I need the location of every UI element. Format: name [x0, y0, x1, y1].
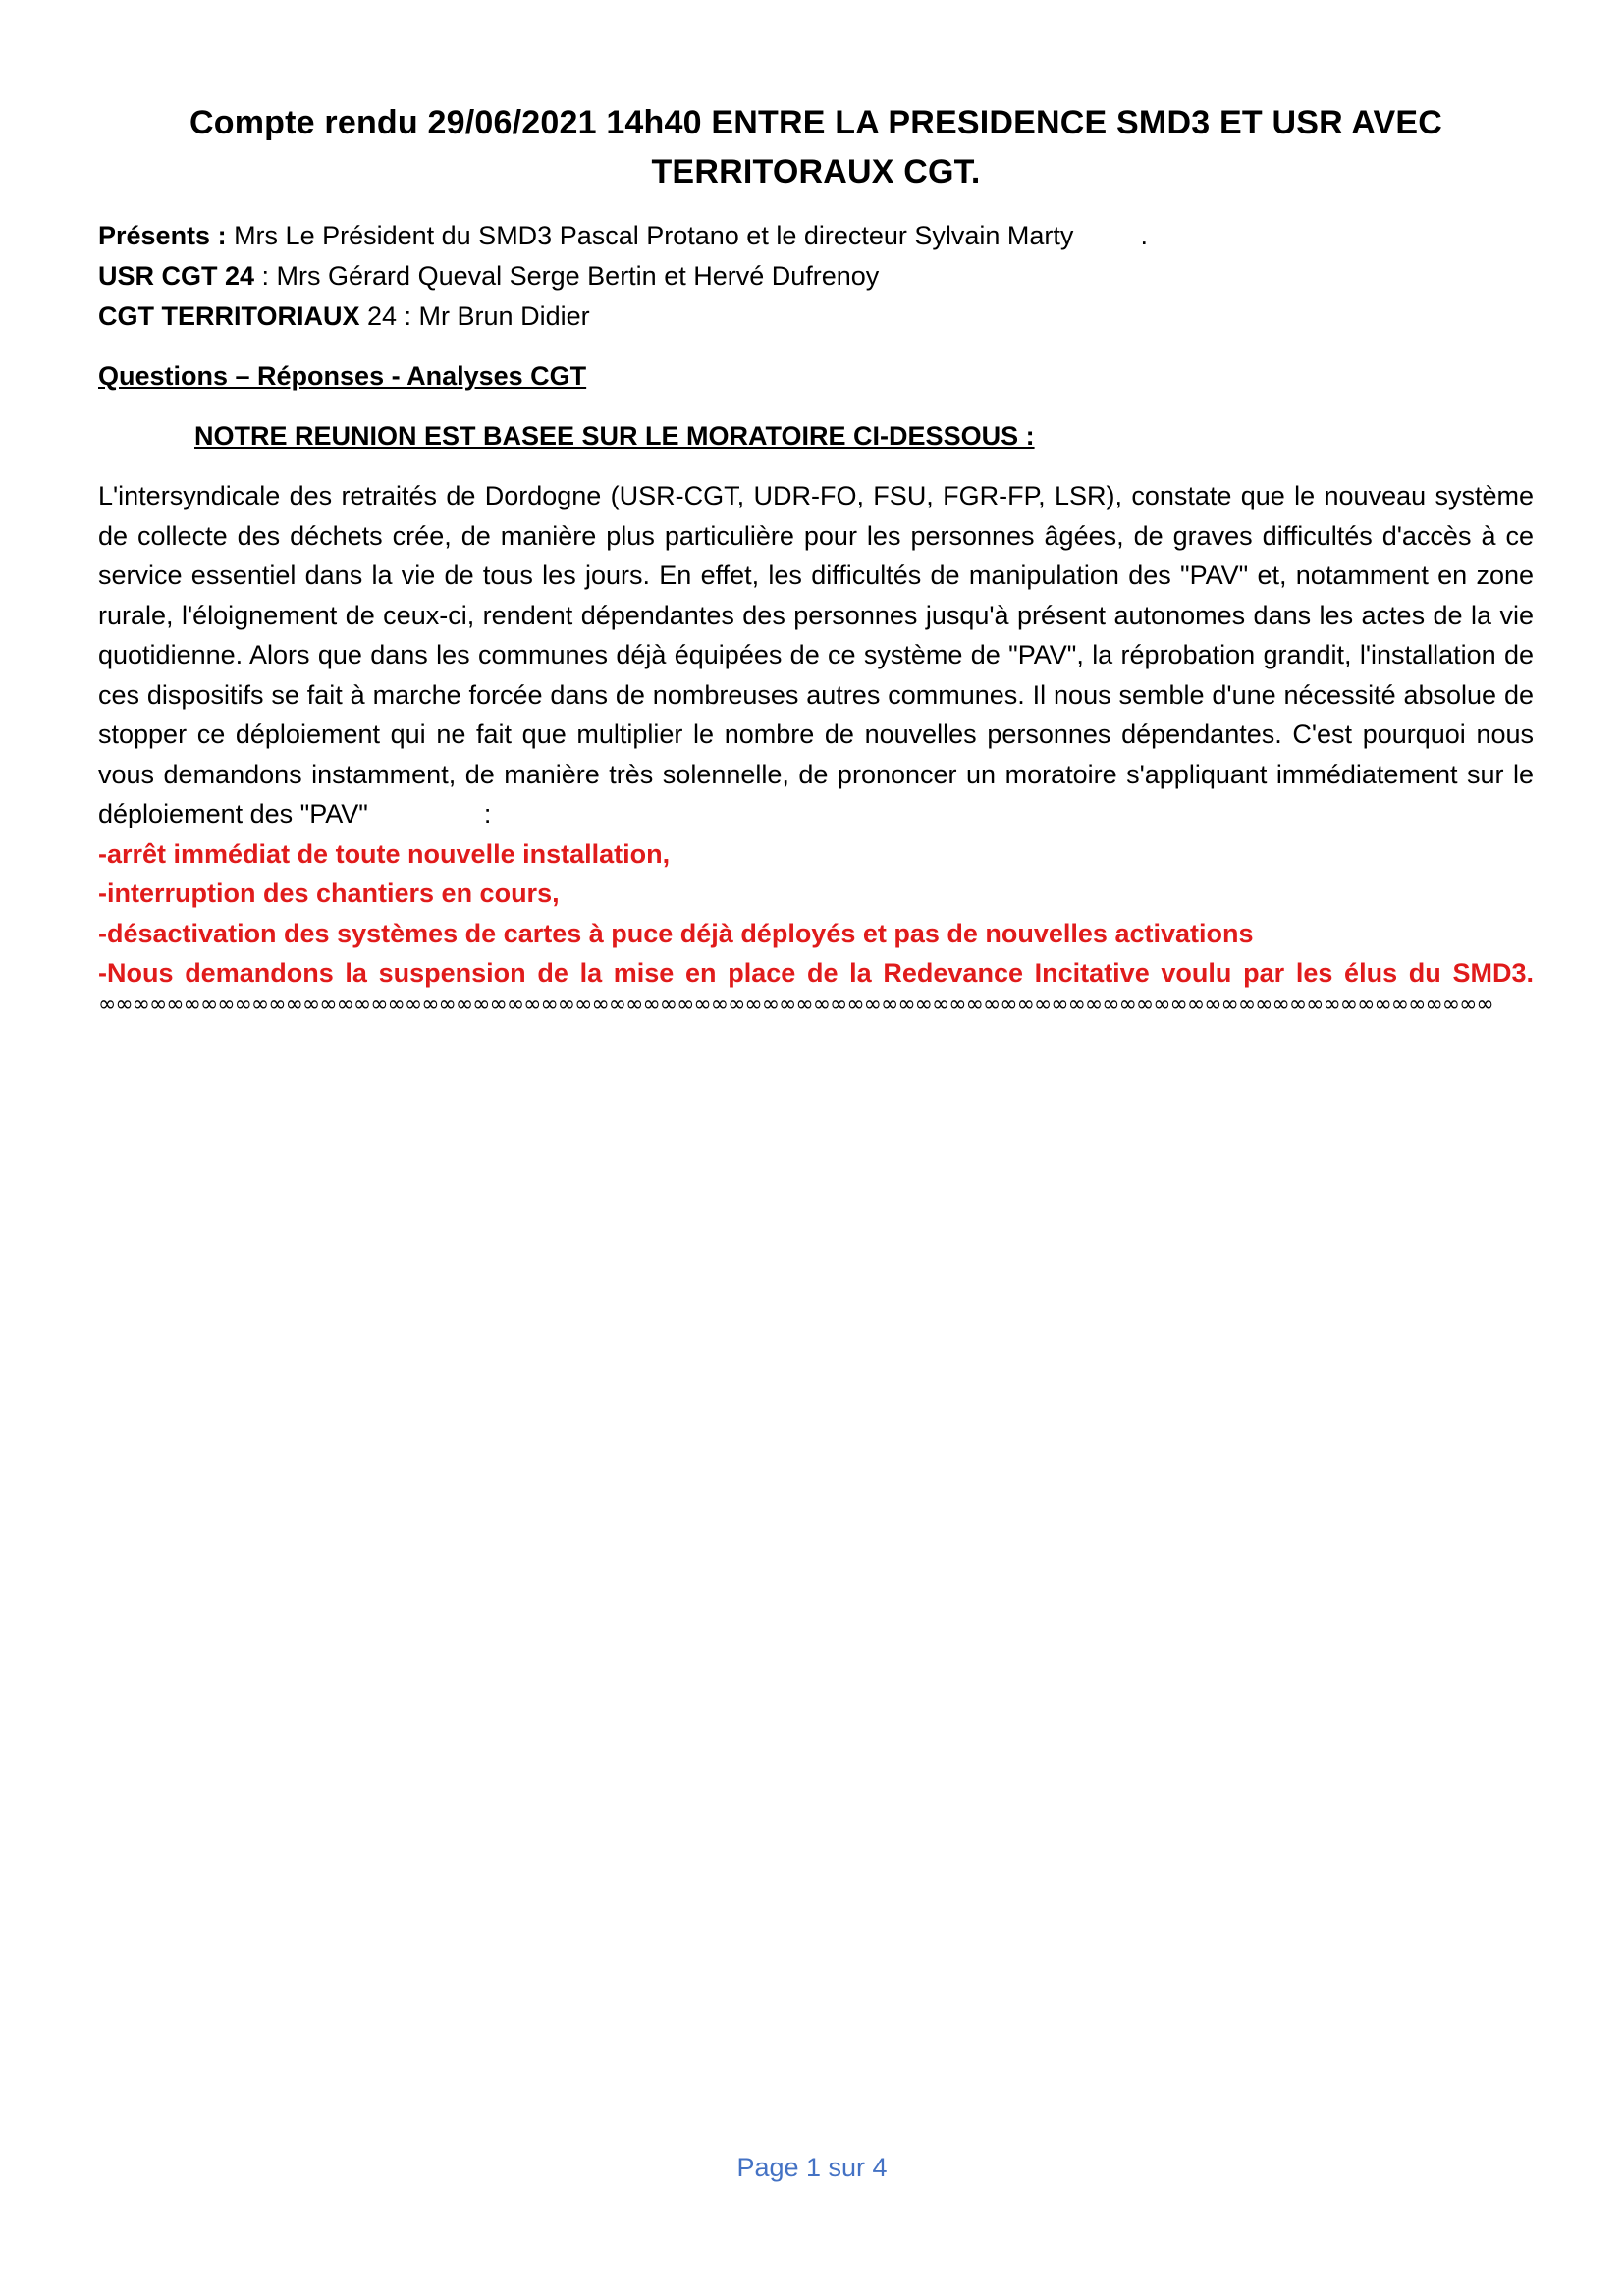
moratoire-last-colon: :	[483, 799, 492, 828]
document-title	[98, 98, 1534, 196]
attendee-label-presents: Présents :	[98, 221, 227, 250]
attendee-text-presents: Mrs Le Président du SMD3 Pascal Protano et le directeur Sylvain Marty	[226, 221, 1074, 250]
attendee-text-territoriaux: 24 : Mr Brun Didier	[359, 301, 590, 331]
moratoire-last-line-text: moratoire s'appliquant immédiatement sur le déploiement des "PAV"	[98, 759, 1534, 828]
demand-item: -arrêt immédiat de toute nouvelle installation,	[98, 838, 671, 869]
demand-item: -interruption des chantiers en cours,	[98, 879, 560, 908]
attendees-block	[98, 216, 1534, 337]
moratoire-paragraph-text: L'intersyndicale des retraités de Dordogne (USR-CGT, UDR-FO, FSU, FGR-FP, LSR), constate que le nouveau système de collecte des déchets crée, de manière plus particulière pour les personnes âgées, de graves difficultés d'accès à ce service essentiel dans la vie de tous les jours. En effet, les difficultés de manipulation des "PAV" et, notamment en zone rurale, l'éloignement de ceux-ci, rendent dépendantes des personnes jusqu'à présent autonomes dans les actes de la vie quotidienne. Alors que dans les communes déjà équipées de ce système de "PAV", la réprobation grandit, l'installation de ces dispositifs se fait à marche forcée dans de nombreuses autres communes. Il nous semble d'une nécessité absolue de stopper ce déploiement qui ne fait que multiplier le nombre de nouvelles personnes dépendantes. C'est pourquoi nous vous demandons instamment, de manière très solennelle, de prononcer un	[98, 481, 1534, 789]
demand-item: -désactivation des systèmes de cartes à puce déjà déployés et pas de nouvelles activations	[98, 918, 1254, 948]
attendee-label-territoriaux: CGT TERRITORIAUX	[98, 301, 360, 331]
moratoire-subheading-text: NOTRE REUNION EST BASEE SUR LE MORATOIRE CI-DESSOUS :	[194, 421, 1035, 451]
infinity-separator: ∞∞∞∞∞∞∞∞∞∞∞∞∞∞∞∞∞∞∞∞∞∞∞∞∞∞∞∞∞∞∞∞∞∞∞∞∞∞∞∞∞∞∞∞∞∞∞∞∞∞∞∞∞∞∞∞∞∞∞∞∞∞∞∞∞∞∞∞∞∞∞∞∞∞∞∞∞∞∞∞∞∞	[98, 992, 1493, 1017]
attendee-label-usr: USR CGT 24	[98, 261, 255, 291]
attendee-line-usr	[98, 256, 1534, 296]
title-line-1: Compte rendu 29/06/2021 14h40 ENTRE LA PRESIDENCE SMD3 ET USR AVEC	[189, 104, 1442, 141]
attendee-trailing-dot: .	[1140, 221, 1148, 250]
demands-list	[98, 834, 1534, 993]
moratoire-subheading	[98, 416, 1534, 456]
document-page	[98, 98, 1534, 1017]
attendee-line-presents	[98, 216, 1534, 256]
moratoire-paragraph	[98, 476, 1534, 834]
attendee-line-territoriaux	[98, 296, 1534, 337]
section-heading: Questions – Réponses - Analyses CGT	[98, 361, 587, 391]
attendee-text-usr: : Mrs Gérard Queval Serge Bertin et Hervé Dufrenoy	[254, 261, 880, 291]
title-line-2: TERRITORAUX CGT.	[651, 153, 981, 190]
page-number-footer: Page 1 sur 4	[736, 2153, 888, 2182]
demand-item: -Nous demandons la suspension de la mise en place de la Redevance Incitative voulu par les élus du SMD3.	[98, 958, 1534, 988]
